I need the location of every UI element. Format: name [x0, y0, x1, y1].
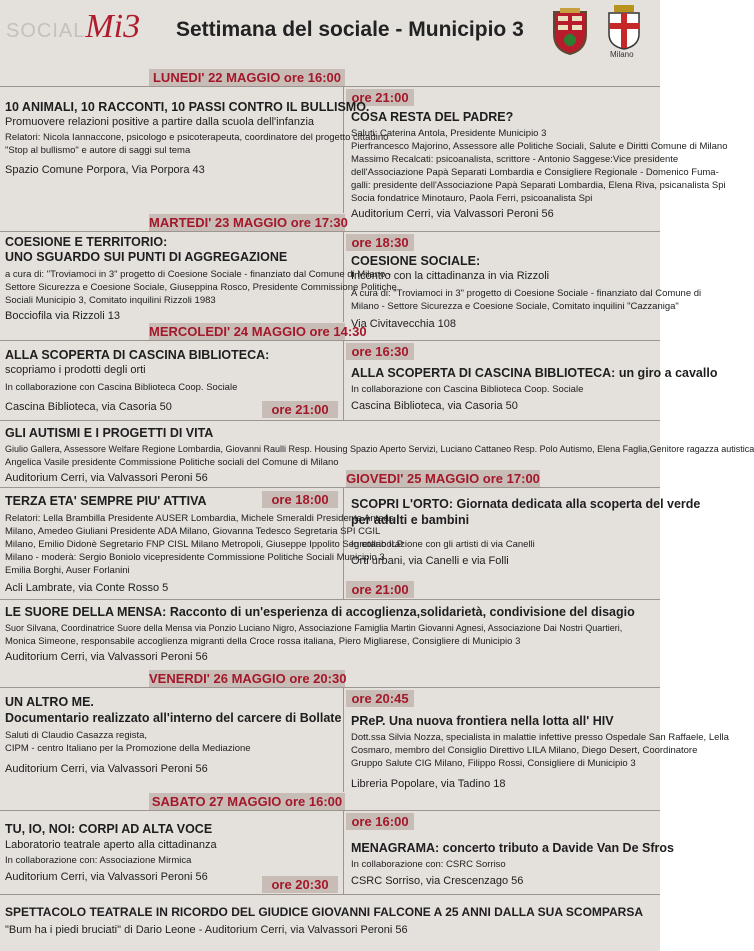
e2-detail-4: dell'Associazione Papà Separati Lombardia e Consigliere Regionale - Domenico Fuma-: [351, 167, 719, 178]
time-mon-right: ore 21:00: [346, 89, 414, 106]
e10-title: LE SUORE DELLA MENSA: Racconto di un'esperienza di accoglienza,solidarietà, condivisione del disagio: [5, 605, 635, 619]
e13-place: Auditorium Cerri, via Valvassori Peroni 56: [5, 871, 208, 883]
time-wed-right: ore 16:30: [346, 343, 414, 360]
e3-place: Bocciofila via Rizzoli 13: [5, 310, 120, 322]
e9-title-1: SCOPRI L'ORTO: Giornata dedicata alla scoperta del verde: [351, 497, 701, 511]
rule-fri: [0, 687, 660, 688]
e11-detail-2: CIPM - centro Italiano per la Promozione della Mediazione: [5, 743, 251, 754]
e12-detail-1: Dott.ssa Silvia Nozza, specialista in malattie infettive presso Ospedale San Raffaele, Lella: [351, 732, 729, 743]
e10-detail-1: Suor Silvana, Coordinatrice Suore della Mensa via Ponzio Luciano Nigro, Associazione Famiglia Martin Giovanni Agnesi, Associazione Dai Nostri Quartieri,: [5, 623, 623, 633]
rule-wed: [0, 340, 660, 341]
e11-title-2: Documentario realizzato all'interno del carcere di Bollate: [5, 711, 342, 725]
day-band-mon: LUNEDI' 22 MAGGIO ore 16:00: [149, 69, 345, 86]
e10-detail-2: Monica Simeone, responsabile accoglienza migranti della Croce rossa italiana, Piero Migliarese, Consigliere di Municipio 3: [5, 636, 521, 647]
e8-title: TERZA ETA' SEMPRE PIU' ATTIVA: [5, 494, 207, 508]
e3-title-2: UNO SGUARDO SUI PUNTI DI AGGREGAZIONE: [5, 250, 288, 264]
page-title: Settimana del sociale - Municipio 3: [176, 18, 524, 41]
day-band-fri: VENERDI' 26 MAGGIO ore 20:30: [149, 671, 347, 686]
e8-detail-2: Milano, Amedeo Giuliani Presidente ADA Milano, Giovanna Tedesco Segretaria SPI CGIL: [5, 526, 381, 537]
e3-detail-1: a cura di: "Troviamoci in 3" progetto di Coesione Sociale - finanziato dal Comune di Milano -: [5, 269, 392, 280]
e4-detail-2: Milano - Settore Sicurezza e Coesione Sociale, Comitato inquilini "Cazzaniga": [351, 301, 679, 312]
e8-detail-1: Relatori: Lella Brambilla Presidente AUSER Lombardia, Michele Smeraldi Presidente Anteas: [5, 513, 394, 524]
e4-sub: Incontro con la cittadinanza in via Rizzoli: [351, 270, 550, 282]
e12-detail-3: Gruppo Salute CIG Milano, Filippo Rossi, Consigliere di Municipio 3: [351, 758, 636, 769]
e14-detail-1: In collaborazione con: CSRC Sorriso: [351, 859, 506, 870]
e2-detail-6: Socia fondatrice Minotauro, Paola Ferri, psicoanalista Spi: [351, 193, 593, 204]
e3-title-1: COESIONE E TERRITORIO:: [5, 235, 168, 249]
e14-title: MENAGRAMA: concerto tributo a Davide Van De Sfros: [351, 841, 674, 855]
e2-detail-5: galli: presidente dell'Associazione Papà Separati Lombardia, Elena Riva, psicanalista Spi: [351, 180, 726, 191]
e13-title: TU, IO, NOI: CORPI AD ALTA VOCE: [5, 822, 213, 836]
e1-detail-2: "Stop al bullismo" e autore di saggi sul tema: [5, 145, 191, 156]
milano-crest-icon: [604, 4, 644, 50]
e6-place: Cascina Biblioteca, via Casoria 50: [351, 400, 518, 412]
e5-detail-1: In collaborazione con Cascina Biblioteca Coop. Sociale: [5, 382, 238, 393]
e5-place: Cascina Biblioteca, via Casoria 50: [5, 401, 172, 413]
e9-title-2: per adulti e bambini: [351, 513, 470, 527]
rule-e7: [0, 420, 660, 421]
e4-detail-1: A cura di: "Troviamoci in 3" progetto di Coesione Sociale - finanziato dal Comune di: [351, 288, 702, 299]
e10-place: Auditorium Cerri, via Valvassori Peroni 56: [5, 651, 208, 663]
e15-title: SPETTACOLO TEATRALE IN RICORDO DEL GIUDICE GIOVANNI FALCONE A 25 ANNI DALLA SUA SCOMPARSA: [5, 905, 644, 919]
e2-detail-1: Saluti: Caterina Antola, Presidente Municipio 3: [351, 128, 547, 139]
e14-place: CSRC Sorriso, via Crescenzago 56: [351, 875, 524, 887]
time-sat-left-2: ore 20:30: [262, 876, 338, 893]
e11-title-1: UN ALTRO ME.: [5, 695, 94, 709]
e7-title: GLI AUTISMI E I PROGETTI DI VITA: [5, 426, 214, 440]
e7-detail-1: Giulio Gallera, Assessore Welfare Regione Lombardia, Giovanni Raulli Resp. Housing Spazio Aperto Servizi, Luciano Cattaneo Resp. Polo Autismo, Elena Faglia,Genitore ragazza autistica: [5, 444, 754, 454]
e8-detail-4: Milano - moderà: Sergio Boniolo vicepresidente Commissione Politiche Sociali Municipio 3: [5, 552, 385, 563]
e7-place: Auditorium Cerri, via Valvassori Peroni 56: [5, 472, 208, 484]
rule-e15: [0, 894, 660, 895]
vrule-sat: [343, 810, 344, 894]
e12-detail-2: Cosmaro, membro del Consiglio Direttivo LILA Milano, Diego Desert, Coordinatore: [351, 745, 698, 756]
e3-detail-3: Sociali Municipio 3, Comitato inquilini Rizzoli 1983: [5, 295, 216, 306]
municipio-crest-icon: [548, 6, 592, 56]
e2-title: COSA RESTA DEL PADRE?: [351, 110, 514, 124]
e4-title: COESIONE SOCIALE:: [351, 254, 481, 268]
time-thu-right-2: ore 21:00: [346, 581, 414, 598]
e12-title: PReP. Una nuova frontiera nella lotta all' HIV: [351, 714, 614, 728]
rule-mon: [0, 86, 660, 87]
e1-sub: Promuovere relazioni positive a partire dalla scuola dell'infanzia: [5, 116, 315, 128]
time-sat-right: ore 16:00: [346, 813, 414, 830]
e13-sub: Laboratorio teatrale aperto alla cittadinanza: [5, 839, 217, 851]
e1-place: Spazio Comune Porpora, Via Porpora 43: [5, 164, 205, 176]
e8-detail-5: Emilia Borghi, Auser Forlanini: [5, 565, 130, 576]
rule-tue: [0, 231, 660, 232]
e6-detail-1: In collaborazione con Cascina Biblioteca Coop. Sociale: [351, 384, 584, 395]
day-band-wed: MERCOLEDI' 24 MAGGIO ore 14:30: [149, 324, 367, 339]
e8-detail-3: Milano, Emilio Didonè Segretario FNP CISL Milano Metropoli, Giuseppe Ippolito Segretario ILP: [5, 539, 404, 550]
e11-detail-1: Saluti di Claudio Casazza regista,: [5, 730, 148, 741]
e5-sub: scopriamo i prodotti degli orti: [5, 364, 146, 376]
time-tue-right: ore 18:30: [346, 234, 414, 251]
e8-place: Acli Lambrate, via Conte Rosso 5: [5, 582, 169, 594]
e4-place: Via Civitavecchia 108: [351, 318, 456, 330]
day-band-sat: SABATO 27 MAGGIO ore 16:00: [149, 793, 345, 810]
rule-e10: [0, 599, 660, 600]
rule-sat: [0, 810, 660, 811]
e6-title: ALLA SCOPERTA DI CASCINA BIBLIOTECA: un giro a cavallo: [351, 366, 718, 380]
e5-title: ALLA SCOPERTA DI CASCINA BIBLIOTECA:: [5, 348, 270, 362]
e3-detail-2: Settore Sicurezza e Coesione Sociale, Giuseppina Rosco, Presidente Commissione Politiche: [5, 282, 397, 293]
rule-thu: [0, 487, 660, 488]
e2-detail-2: Pierfrancesco Majorino, Assessore alle Politiche Sociali, Salute e Diritti Comune di Milano: [351, 141, 728, 152]
e11-place: Auditorium Cerri, via Valvassori Peroni 56: [5, 763, 208, 775]
e1-detail-1: Relatori: Nicola Iannaccone, psicologo e psicoterapeuta, coordinatore del progetto cittadino: [5, 132, 389, 143]
e9-place: Orti urbani, via Canelli e via Folli: [351, 555, 509, 567]
e9-detail-1: In collaborazione con gli artisti di via Canelli: [351, 539, 535, 550]
e7-detail-2: Angelica Vasile presidente Commissione Politiche sociali del Comune di Milano: [5, 457, 339, 468]
city-label: Milano: [610, 50, 634, 59]
e12-place: Libreria Popolare, via Tadino 18: [351, 778, 506, 790]
day-band-thu: GIOVEDI' 25 MAGGIO ore 17:00: [346, 471, 540, 486]
e13-detail-1: In collaborazione con: Associazione Mirmica: [5, 855, 192, 866]
time-fri-right: ore 20:45: [346, 690, 414, 707]
e2-detail-3: Massimo Recalcati: psicoanalista, scrittore - Antonio Saggese:Vice presidente: [351, 154, 679, 165]
e15-place: "Bum ha i piedi bruciati" di Dario Leone - Auditorium Cerri, via Valvassori Peroni 56: [5, 924, 408, 936]
e2-place: Auditorium Cerri, via Valvassori Peroni 56: [351, 208, 554, 220]
day-band-tue: MARTEDI' 23 MAGGIO ore 17:30: [149, 215, 348, 230]
logo-social-text: SOCIAL: [6, 20, 86, 42]
vrule-fri: [343, 687, 344, 792]
vrule-wed: [343, 340, 344, 420]
time-wed-left-2: ore 21:00: [262, 401, 338, 418]
logo-mi-text: Mi3: [85, 8, 141, 45]
time-thu-left: ore 18:00: [262, 491, 338, 508]
header-logo: [6, 8, 140, 46]
e1-title: 10 ANIMALI, 10 RACCONTI, 10 PASSI CONTRO IL BULLISMO.: [5, 100, 370, 114]
